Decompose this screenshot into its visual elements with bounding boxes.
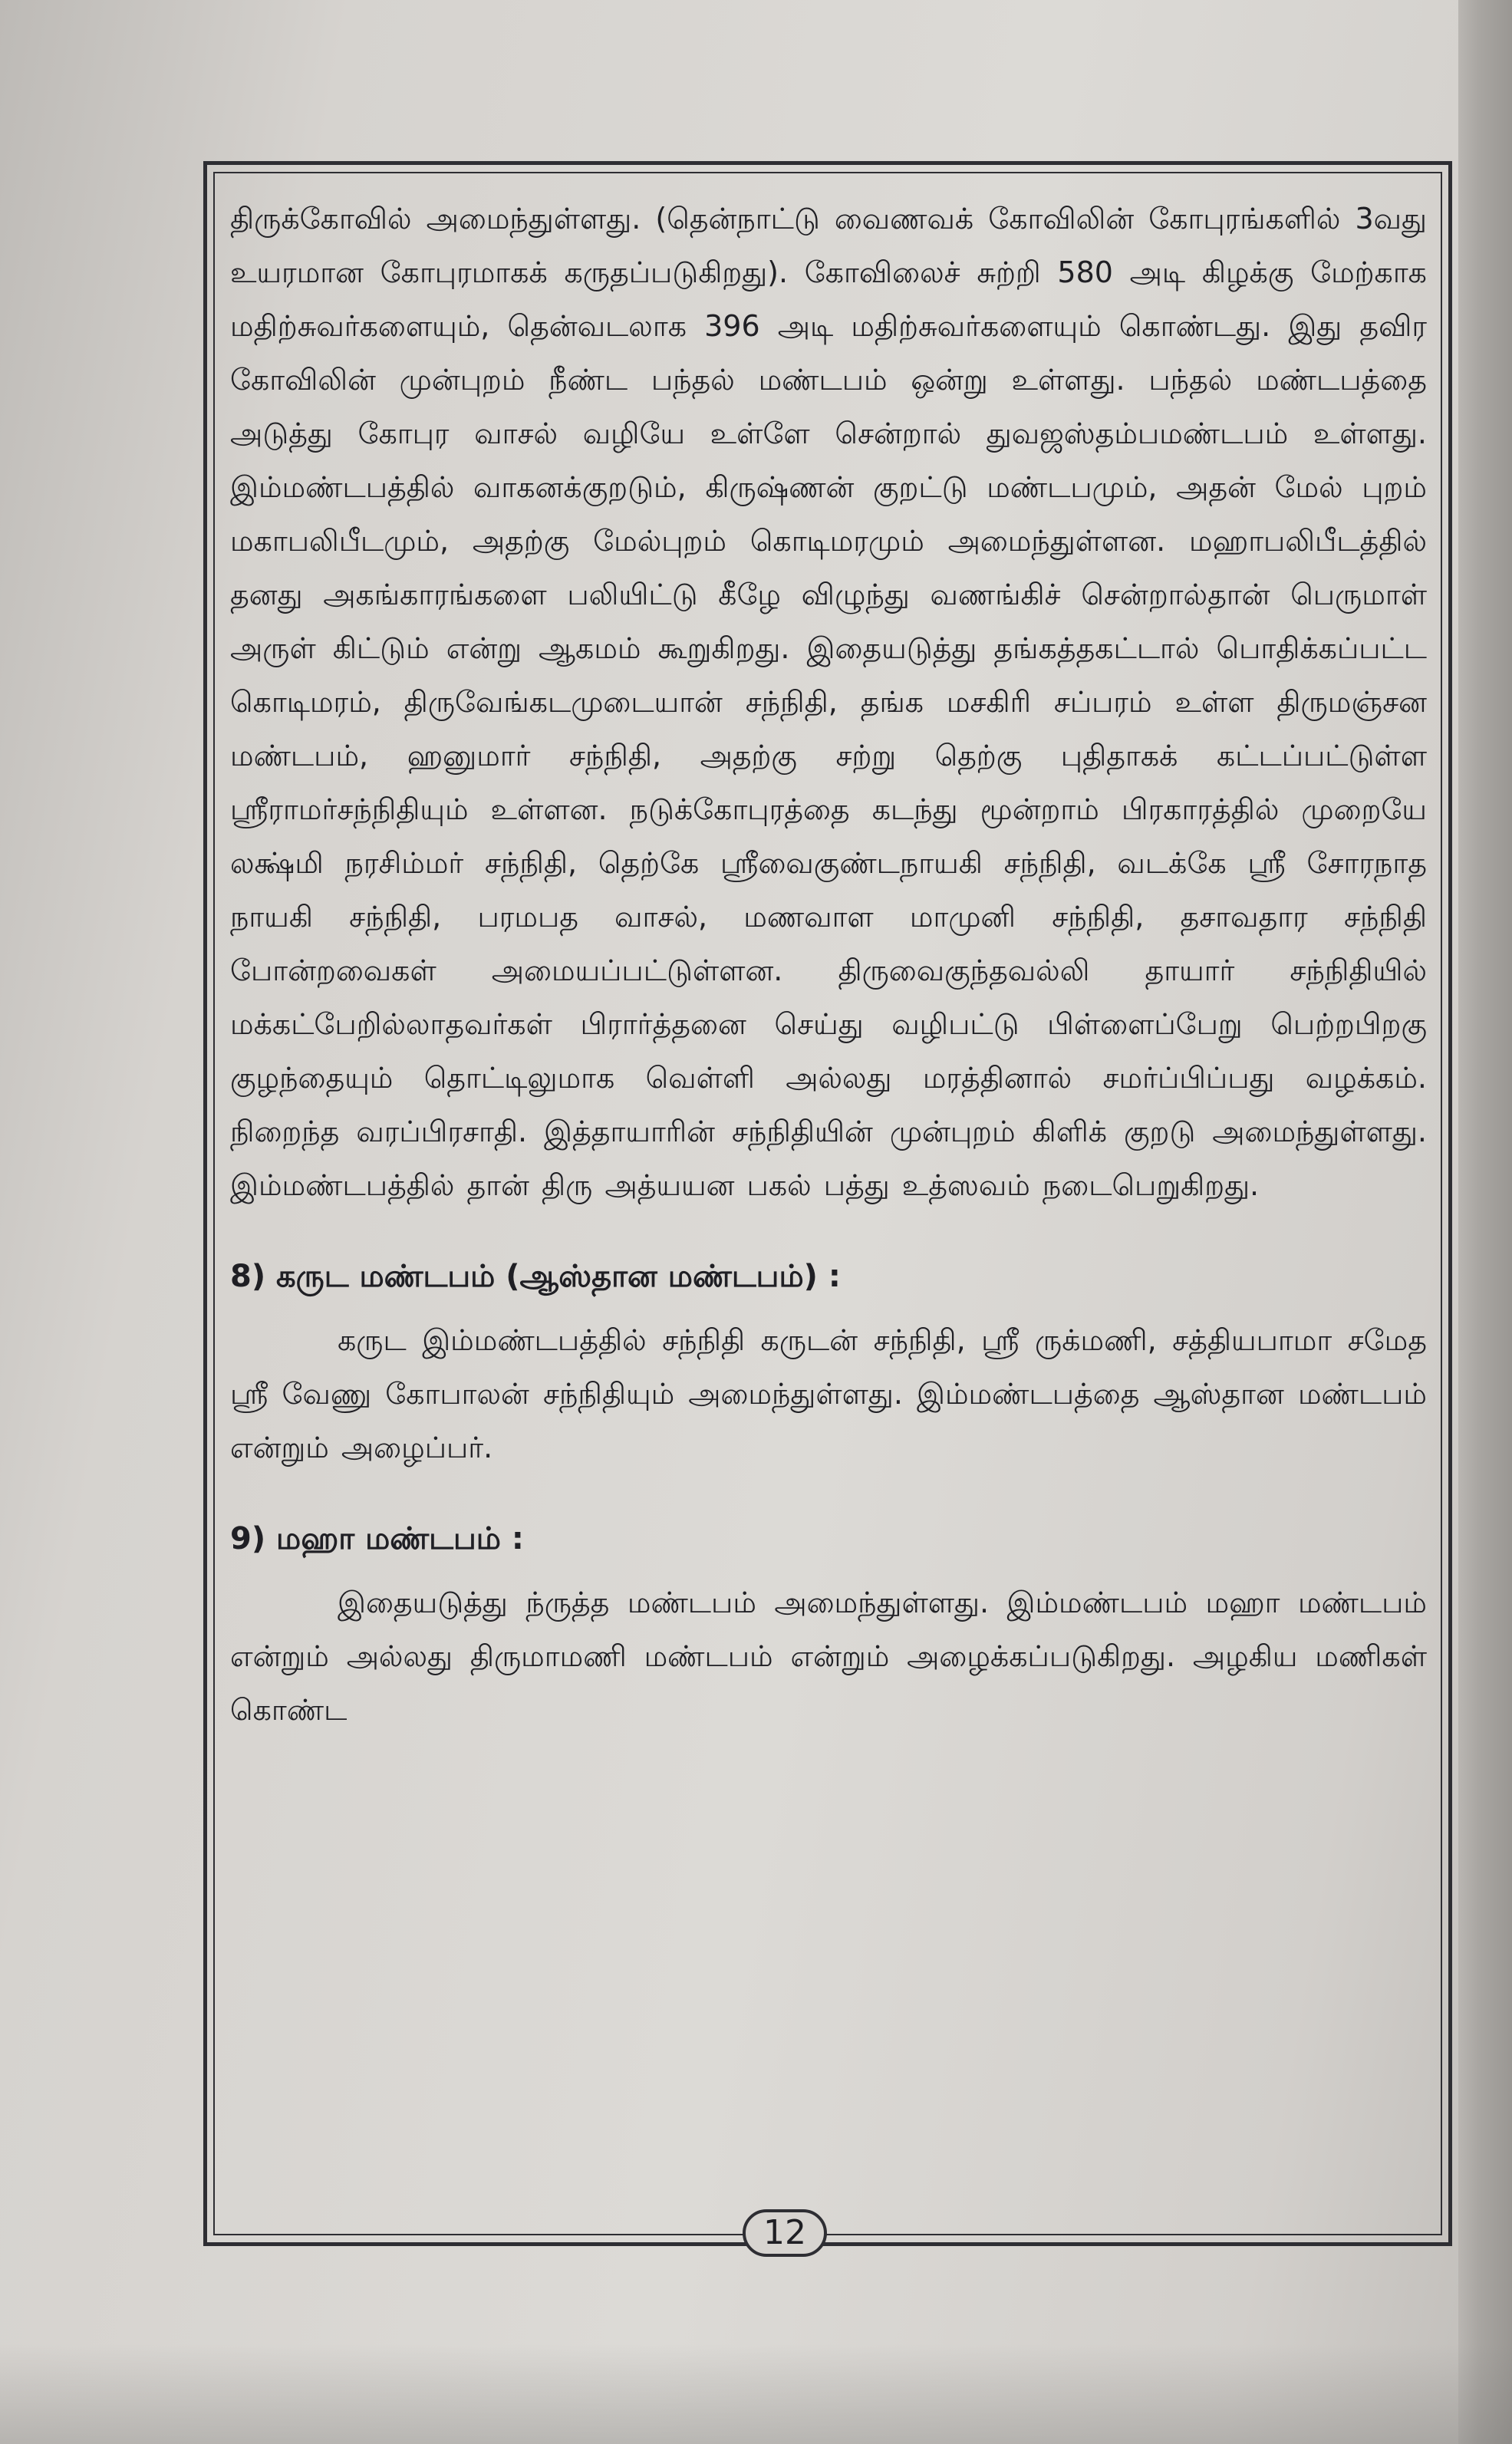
body-paragraph-garuda-mandapam: கருட இம்மண்டபத்தில் சந்நிதி கருடன் சந்நிதி, ஸ்ரீ ருக்மணி, சத்தியபாமா சமேத ஸ்ரீ வேணு கோபாலன் சந்நிதியும் அமைந்துள்ளது. இம்மண்டபத்தை ஆஸ்தான மண்டபம் என்றும் அழைப்பர். (230, 1323, 1427, 1464)
section-heading-garuda-mandapam: 8) கருட மண்டபம் (ஆஸ்தான மண்டபம்) : (230, 1259, 841, 1294)
page-edge-shadow (1458, 0, 1512, 2444)
body-paragraph-maha-mandapam: இதையடுத்து ந்ருத்த மண்டபம் அமைந்துள்ளது. இம்மண்டபம் மஹா மண்டபம் என்றும் அல்லது திருமாமணி மண்டபம் என்றும் அழைக்கப்படுகிறது. அழகிய மணிகள் கொண்ட (230, 1586, 1427, 1727)
page-number-badge: 12 (743, 2209, 827, 2257)
section-heading-maha-mandapam: 9) மஹா மண்டபம் : (230, 1521, 524, 1556)
body-paragraph-temple-description: திருக்கோவில் அமைந்துள்ளது. (தென்நாட்டு வைணவக் கோவிலின் கோபுரங்களில் 3வது உயரமான கோபுரமாகக் கருதப்படுகிறது). கோவிலைச் சுற்றி 580 அடி கிழக்கு மேற்காக மதிற்சுவர்களையும், தென்வடலாக 396 அடி மதிற்சுவர்களையும் கொண்டது. இது தவிர கோவிலின் முன்புறம் நீண்ட பந்தல் மண்டபம் ஒன்று உள்ளது. பந்தல் மண்டபத்தை அடுத்து கோபுர வாசல் வழியே உள்ளே சென்றால் துவஜஸ்தம்பமண்டபம் உள்ளது. இம்மண்டபத்தில் வாகனக்குறடும், கிருஷ்ணன் குறட்டு மண்டபமும், அதன் மேல் புறம் மகாபலிபீடமும், அதற்கு மேல்புறம் கொடிமரமும் அமைந்துள்ளன. மஹாபலிபீடத்தில் தனது அகங்காரங்களை பலியிட்டு கீழே விழுந்து வணங்கிச் சென்றால்தான் பெருமாள் அருள் கிட்டும் என்று ஆகமம் கூறுகிறது. இதையடுத்து தங்கத்தகட்டால் பொதிக்கப்பட்ட கொடிமரம், திருவேங்கடமுடையான் சந்நிதி, தங்க மசகிரி சப்பரம் உள்ள திருமஞ்சன மண்டபம், ஹனுமார் சந்நிதி, அதற்கு சற்று தெற்கு புதிதாகக் கட்டப்பட்டுள்ள ஸ்ரீராமர்சந்நிதியும் உள்ளன. நடுக்கோபுரத்தை கடந்து மூன்றாம் பிரகாரத்தில் முறையே லக்ஷ்மி நரசிம்மர் சந்நிதி, தெற்கே ஸ்ரீவைகுண்டநாயகி சந்நிதி, வடக்கே ஸ்ரீ சோரநாத நாயகி சந்நிதி, பரமபத வாசல், மணவாள மாமுனி சந்நிதி, தசாவதார சந்நிதி போன்றவைகள் அமையப்பட்டுள்ளன. திருவைகுந்தவல்லி தாயார் சந்நிதியில் மக்கட்பேறில்லாதவர்கள் பிரார்த்தனை செய்து வழிபட்டு பிள்ளைப்பேறு பெற்றபிறகு குழந்தையும் தொட்டிலுமாக வெள்ளி அல்லது மரத்தினால் சமர்ப்பிப்பது வழக்கம். நிறைந்த வரப்பிரசாதி. இத்தாயாரின் சந்நிதியின் முன்புறம் கிளிக் குறடு அமைந்துள்ளது. இம்மண்டபத்தில் தான் திரு அத்யயன பகல் பத்து உத்ஸவம் நடைபெறுகிறது. (230, 202, 1427, 1202)
page-bottom-shadow (0, 2344, 1512, 2444)
page-text-block (230, 192, 1427, 1737)
